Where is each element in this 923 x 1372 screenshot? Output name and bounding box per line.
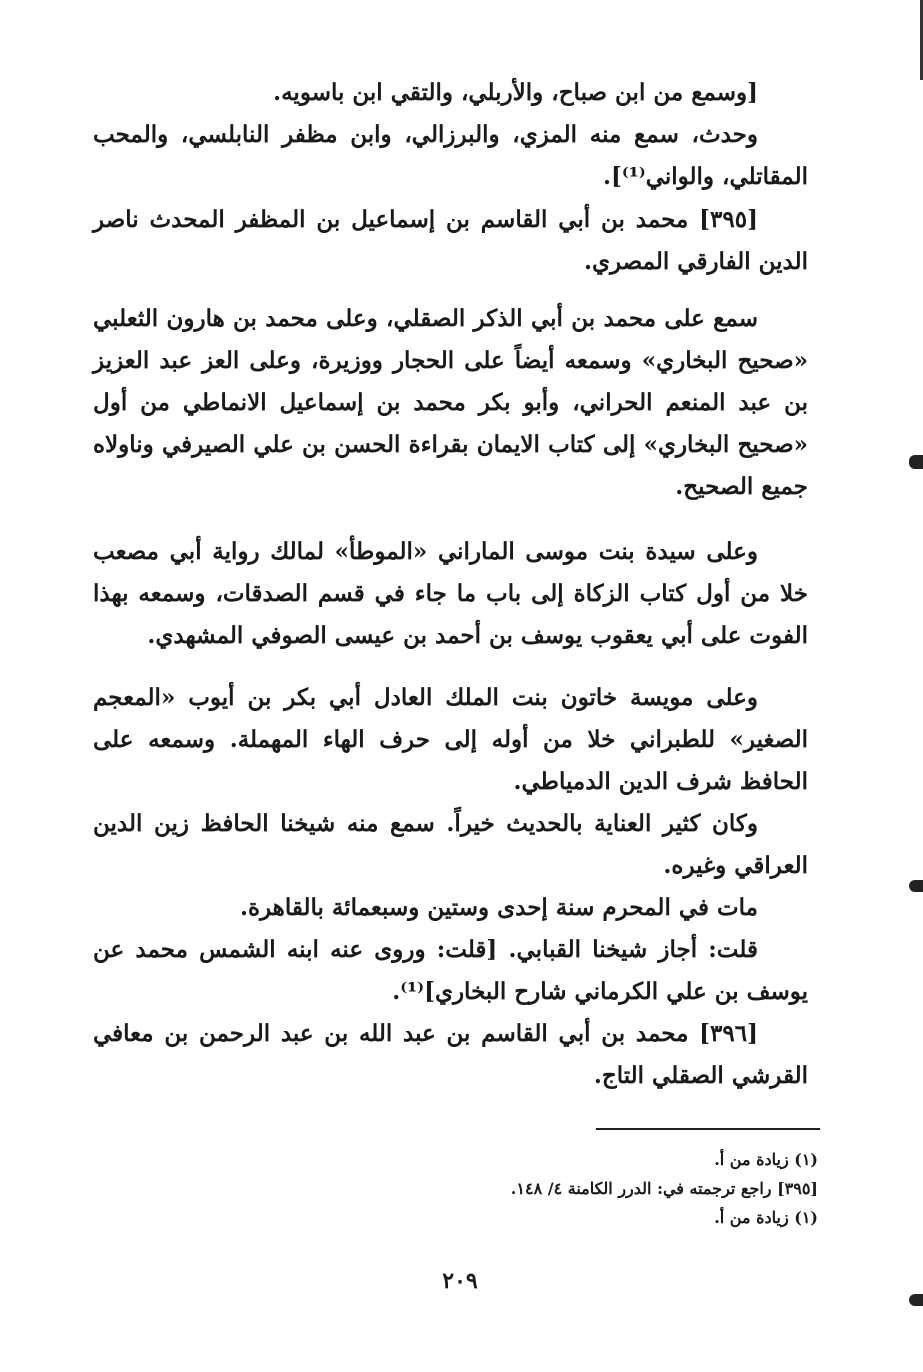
entry-395-heading: [٣٩٥] محمد بن أبي القاسم بن إسماعيل بن المظفر المحدث ناصر الدين الفارقي المصري.	[93, 206, 808, 275]
page-edge-mark	[909, 455, 923, 469]
main-text	[93, 72, 808, 198]
entry-395-text-block-3	[93, 677, 808, 1097]
footnote-3: (١) زيادة من أ.	[714, 1208, 818, 1227]
paragraph-1: [وسمع من ابن صباح، والأربلي، والتقي ابن باسويه.	[273, 79, 758, 106]
page-number: ٢٠٩	[442, 1268, 478, 1294]
footnote-2: [٣٩٥] راجع ترجمته في: الدرر الكامنة ٤/ ١٤٨.	[510, 1179, 818, 1198]
entry-395-heading-block	[93, 199, 808, 283]
footnote-separator	[596, 1128, 820, 1130]
paragraph-6: وعلى مويسة خاتون بنت الملك العادل أبي بكر بن أيوب «المعجم الصغير» للطبراني خلا من أوله إلى حرف الهاء المهملة. وسمعه على الحافظ شرف الدين الدمياطي.	[93, 684, 808, 795]
paragraph-7: وكان كثير العناية بالحديث خيراً. سمع منه شيخنا الحافظ زين الدين العراقي وغيره.	[93, 810, 808, 879]
paragraph-9: قلت: أجاز شيخنا القبابي. [قلت: وروى عنه ابنه الشمس محمد عن يوسف بن علي الكرماني شارح البخاري]⁽¹⁾.	[93, 936, 808, 1005]
entry-395-text-block-2	[93, 531, 808, 657]
entry-395-text-block-1	[93, 298, 808, 508]
footnotes	[218, 1145, 818, 1232]
page-edge-mark	[909, 1294, 923, 1306]
paragraph-2: وحدث، سمع منه المزي، والبرزالي، وابن مظفر النابلسي، والمحب المقاتلي، والواني⁽¹⁾].	[93, 121, 808, 190]
entry-396-heading: [٣٩٦] محمد بن أبي القاسم بن عبد الله بن عبد الرحمن بن معافي القرشي الصقلي التاج.	[93, 1020, 808, 1089]
footnote-1: (١) زيادة من أ.	[714, 1150, 818, 1169]
paragraph-4: سمع على محمد بن أبي الذكر الصقلي، وعلى محمد بن هارون الثعلبي «صحيح البخاري» وسمعه أيضاً على الحجار ووزيرة، وعلى العز عبد العزيز بن عبد المنعم الحراني، وأبو بكر محمد بن إسماعيل الانماطي من أول «صحيح البخاري» إلى كتاب الايمان بقراءة الحسن بن علي الصيرفي وناولاه جميع الصحيح.	[93, 305, 808, 500]
paragraph-5: وعلى سيدة بنت موسى الماراني «الموطأ» لمالك رواية أبي مصعب خلا من أول كتاب الزكاة إلى باب ما جاء في قسم الصدقات، وسمعه بهذا الفوت على أبي يعقوب يوسف بن أحمد بن عيسى الصوفي المشهدي.	[93, 538, 808, 649]
paragraph-8: مات في المحرم سنة إحدى وستين وسبعمائة بالقاهرة.	[239, 894, 758, 921]
page-edge-mark	[909, 880, 923, 892]
